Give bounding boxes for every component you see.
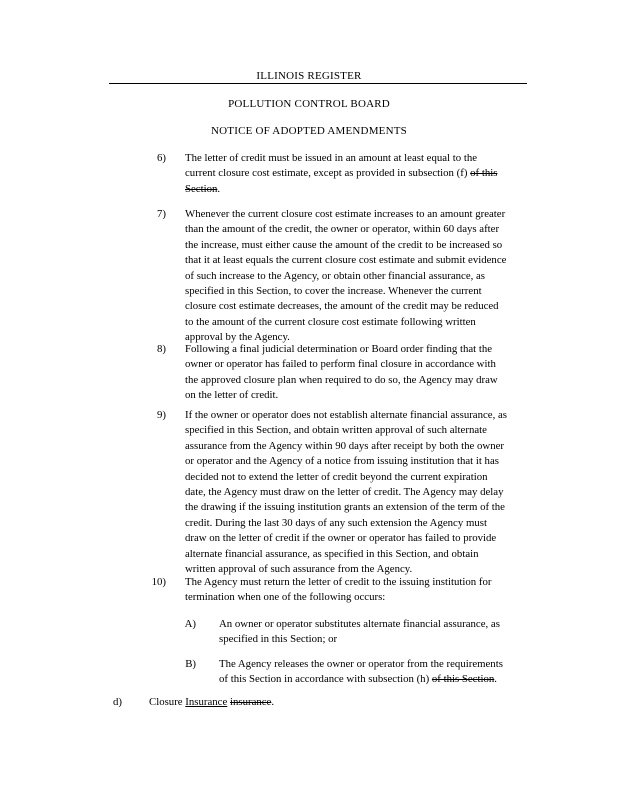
item-6-line-3 xyxy=(185,182,497,197)
section-d-text xyxy=(149,695,274,710)
item-9-text xyxy=(185,408,507,577)
item-8-text xyxy=(185,342,498,404)
item-8-line: Following a final judicial determination or Board order finding that the xyxy=(185,343,493,355)
item-6-tail: . xyxy=(217,182,221,195)
item-8-line: owner or operator has failed to perform final closure in accordance with xyxy=(185,358,496,371)
register-title: ILLINOIS REGISTER xyxy=(256,70,362,82)
item-6-text xyxy=(185,151,497,197)
subitem-b-tail: . xyxy=(494,673,497,686)
item-6-number: 6) xyxy=(157,152,166,164)
subitem-b-line: The Agency releases the owner or operator from the requirements xyxy=(219,658,503,670)
item-9-line: assurance from the Agency within 90 days after receipt by both the owner xyxy=(185,439,505,452)
item-7-line: than the amount of the credit, the owner or operator, within 60 days after xyxy=(185,223,500,236)
item-9-line: or operator and the Agency of a notice from issuing institution that it has xyxy=(185,455,499,468)
section-d-inserted: Insurance xyxy=(185,696,228,708)
item-6-struck-2: Section xyxy=(185,182,218,195)
item-6-line-1: The letter of credit must be issued in an amount at least equal to the xyxy=(185,152,478,164)
item-6-struck-1: of this xyxy=(470,167,498,180)
item-7-number: 7) xyxy=(157,208,166,220)
item-9-line: the drawing if the issuing institution grants an extension of the term of the xyxy=(185,501,505,514)
item-8-line: on the letter of credit. xyxy=(185,389,279,402)
subitem-b-number: B) xyxy=(185,658,196,670)
item-7-line: approval by the Agency. xyxy=(185,331,290,344)
item-7-line: the increase, must either cause the amount of the credit to be increased so xyxy=(185,238,503,251)
notice-title: NOTICE OF ADOPTED AMENDMENTS xyxy=(211,125,407,137)
subitem-b-struck: of this Section xyxy=(431,673,495,686)
item-10-text xyxy=(185,575,491,606)
header-rule xyxy=(109,83,527,84)
item-9-line: alternate financial assurance, as specified in this Section, and obtain xyxy=(185,547,479,560)
item-10-number: 10) xyxy=(151,576,166,588)
subitem-a-line: specified in this Section; or xyxy=(219,633,338,646)
item-7-line: Whenever the current closure cost estimate increases to an amount greater xyxy=(185,208,506,220)
item-7-line: of such increase to the Agency, or obtain other financial assurance, as xyxy=(185,269,485,282)
subitem-a-line: An owner or operator substitutes alternate financial assurance, as xyxy=(219,618,500,630)
subitem-b-text xyxy=(219,657,503,688)
item-6-line-2 xyxy=(185,166,497,181)
section-d-prefix: Closure xyxy=(149,696,186,708)
subitem-b-line-2 xyxy=(219,672,503,687)
subitem-a-text xyxy=(219,617,500,648)
subitem-a-number: A) xyxy=(184,618,196,630)
item-6-line-2-text: current closure cost estimate, except as provided in subsection (f) xyxy=(185,167,471,180)
item-10-line: The Agency must return the letter of credit to the issuing institution for xyxy=(185,576,492,588)
item-7-line: specified in this Section, to cover the increase. Whenever the current xyxy=(185,285,482,298)
section-d-tail: . xyxy=(271,696,275,708)
item-7-line: closure cost estimate decreases, the amount of the credit may be reduced xyxy=(185,300,499,313)
item-7-line: that it at least equals the current closure cost estimate and submit evidence xyxy=(185,254,507,267)
section-d-struck: insurance xyxy=(229,696,272,708)
item-10-line: termination when one of the following occurs: xyxy=(185,591,386,604)
item-7-text xyxy=(185,207,506,346)
item-9-line: draw on the letter of credit if the owner or operator has failed to provide xyxy=(185,532,497,545)
item-9-line: decided not to extend the letter of credit beyond the current expiration xyxy=(185,470,488,483)
item-9-line: date, the Agency must draw on the letter of credit. The Agency may delay xyxy=(185,486,504,499)
section-d-line xyxy=(149,695,274,710)
item-8-line: the approved closure plan when required to do so, the Agency may draw xyxy=(185,373,498,386)
item-9-line: credit. During the last 30 days of any such extension the Agency must xyxy=(185,516,487,529)
item-9-line: If the owner or operator does not establish alternate financial assurance, as xyxy=(185,409,507,421)
item-9-number: 9) xyxy=(157,409,166,421)
item-9-line: written approval of such assurance from the Agency. xyxy=(185,563,413,576)
subitem-b-line-2-text: of this Section in accordance with subsection (h) xyxy=(219,673,432,686)
board-title: POLLUTION CONTROL BOARD xyxy=(228,98,390,110)
item-9-line: specified in this Section, and obtain written approval of such alternate xyxy=(185,424,487,437)
item-8-number: 8) xyxy=(157,343,166,355)
item-7-line: to the amount of the current closure cost estimate following written xyxy=(185,315,476,328)
section-d-number: d) xyxy=(113,696,122,708)
